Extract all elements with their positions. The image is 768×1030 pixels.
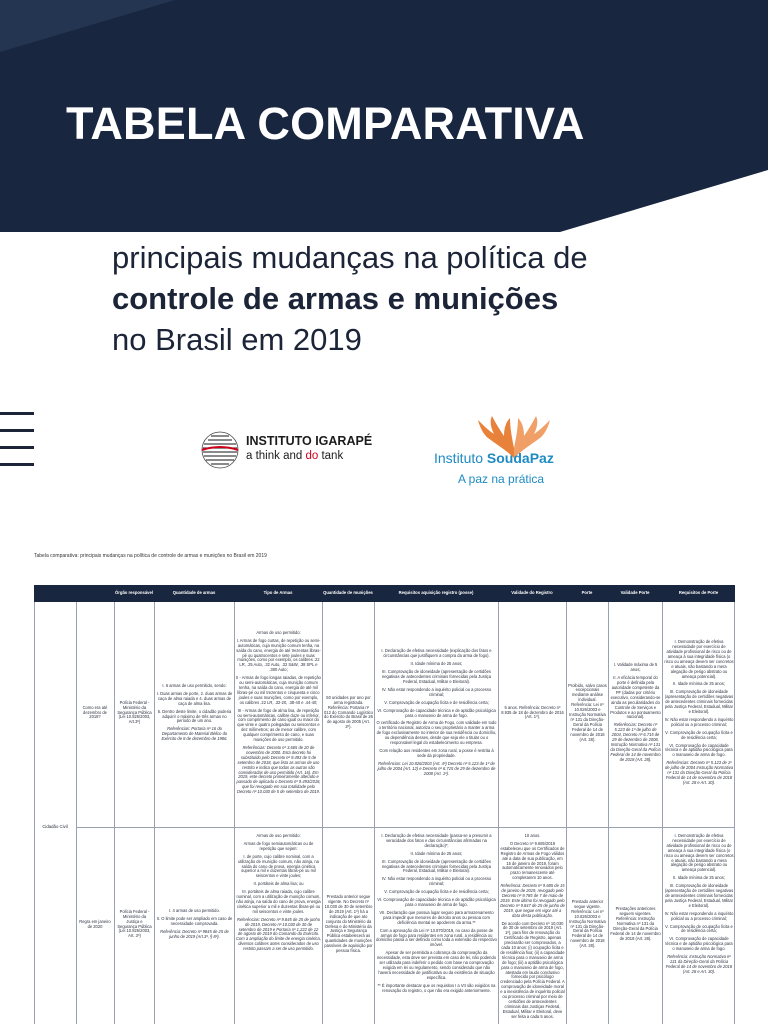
tipo-cell: Armas de uso permitido: Armas de fogo semiautomáticas ou de repetição que sejam: I. de porte, cujo calibre nominal, com a utilização de munição comum, não atinja, na saída do cano de prova, energia cinética superior a mil e duzentas libras-pé ou mil seiscentos e vinte joules; II. portáteis de alma lisa; ou III. portáteis de alma raiada, cujo calibre nominal, com a utilização de munição comum, não atinja, na saída do cano de prova, energia cinética superior a mil e duzentas libras-pé ou mil seiscentos e vinte joules. Referências: Decreto nº 9.845 de 25 de junho de 2019, Decreto nº 10.030 de 30 de setembro de 2019 e Portaria nº 1.222 de 12 de agosto de 2019 do Comando do Exército. Com a ampliação do limite de energia cinética, diversos calibres antes considerados de uso restrito passam a ser de uso permitido. [236, 833, 321, 952]
column-header: Quantidade de armas [172, 590, 216, 596]
subtitle-line-1: principais mudanças na política de [112, 240, 588, 275]
validade-registro-cell: 10 anos. O Decreto nº 9.685/2019 estabeleceu que os Certificados de Registro de Armas de Fogo válidos até a data de sua publicação, em 15 de janeiro de 2019, foram automaticamente renovados pelo prazo remanescente até completarem 10 anos. Referência: Decreto nº 9.685 de 15 de janeiro de 2019, revogado pelo Decreto nº 9.785 de 7 de maio de 2019. Este último foi revogado pelo Decreto nº 9.847 de 25 de junho de 2019, que segue em vigor até a data desta publicação. De acordo com Decreto nº 10.030 de 30 de setembro de 2019 (Art. 1º), para fins de renovação do Certificado de Registro, apenas precisarão ser comprovados, a cada 10 anos: (i) ocupação lícita e de residência fixa; (ii) a capacidade técnica para o manuseio de arma de fogo; (iii) a aptidão psicológica para o manuseio de arma de fogo, atestada em laudo conclusivo fornecido por psicólogo credenciado pela Polícia Federal. A comprovação de idoneidade moral e a inexistência de inquérito policial ou processo criminal por meio de certidões de antecedentes criminais das Justiças Federal, Estadual, Militar e Eleitoral, deve ser feita a cada 5 anos. [500, 833, 565, 1019]
column-header: Requisitos aquisição registro (posse) [398, 590, 474, 596]
orgao-cell: Polícia Federal - Ministério da Justiça e Segurança Pública (Lei 10.826/2003, Art. 3º) [117, 908, 152, 939]
column-header: Validade do Registro [511, 590, 553, 596]
cover-title: TABELA COMPARATIVA [66, 98, 585, 149]
requisitos-cell: I. Declaração de efetiva necessidade (explicação dos fatos e circunstâncias que justifiquem a compra da arma de fogo). II. Idade mínima de 25 anos; III. Comprovação de idoneidade (apresentação de certidões negativas de antecedentes criminais fornecidas pela Justiça Federal, Estadual, Militar e Eleitoral). IV. Não estar respondendo a inquérito policial ou a processo criminal; V. Comprovação de ocupação lícita e de residência certa; VI. Comprovação de capacidade técnica e de aptidão psicológica para o manuseio de arma de fogo. O certificado de Registro de Arma de Fogo, com validade em todo o território nacional, autoriza o seu proprietário a manter a arma de fogo exclusivamente no interior de sua residência ou domicílio, ou dependência desses, desde que seja ele o titular ou o responsável legal do estabelecimento ou empresa. Com relação aos residentes em zona rural, a posse é restrita à sede da propriedade. Referências: Lei 10.826/2003 (Art. 4º) Decreto nº 5.123 de 1º de julho de 2004 (Art. 12) e Decreto nº 6.715 de 29 de dezembro de 2008 (Art. 1º). [376, 648, 497, 776]
table-header [34, 585, 735, 602]
group-label: Cidadão Civil [42, 824, 68, 829]
municoes-cell: 50 unidades por ano por arma registrada. Referência: Portaria nº 012 do Comando Logístico do Exército do Brasil de 26 de agosto de 2005 (Art. 2º). [324, 694, 373, 730]
municoes-cell: Prestado anterior segue vigente. No Decreto nº 10.030 de 30 de setembro de 2019 (Art. 1º) há a indicação de que ato conjunto do Ministério da Defesa e do Ministério da Justiça e Segurança Pública estabelecerá as quantidades de munições passíveis de aquisição por pessoa física. [324, 894, 373, 954]
tipo-cell: Armas de uso permitido: I. Armas de fogo curtas, de repetição ou semi-automáticas, cuja munição comum tenha, na saída do cano, energia de até trezentas libras-pé ou quatrocentos e sete joules e suas munições, como por exemplo, os calibres .22 LR, .25 Auto, .32 Auto, .32 S&W, .38 SPL e .380 Auto; II - Armas de fogo longas raiadas, de repetição ou semi-automáticas, cuja munição comum tenha, na saída do cano, energia de até mil libras-pé ou mil trezentos e cinquenta e cinco joules e suas munições, como por exemplo, os calibres .22 LR, .32-20, .38-40 e .44-40; III - Armas de fogo de alma lisa, de repetição ou semi-automáticas, calibre doze ou inferior, com comprimento de cano igual ou maior do que vinte e quatro polegadas ou seiscentos e dez milímetros; as de menor calibre, com qualquer comprimento de cano, e suas munições de uso permitido. Referências: Decreto nº 3.665 de 20 de novembro de 2000. Esta decreto foi substituído pelo Decreto nº 9.493 de 5 de setembro de 2018, que lista as armas de uso restrito e indica que todas as outras são consideradas de uso permitido (Art. 16). Em 2019, este decreto primeiramente alterado e passado de aplicado o Decreto nº 9.493/2018, que foi revogado em sua totalidade pelo Decreto nº 10.030 de 5 de setembro de 2019. [236, 629, 321, 795]
orgao-cell: Polícia Federal - Ministério da Segurança Pública (Lei 10.826/2003, Art.3º) [117, 699, 152, 725]
column-header: Requisitos de Porte [678, 590, 719, 596]
table-body [34, 602, 735, 1024]
requisitos-porte-cell: I. Demonstração de efetiva necessidade por exercício de atividade profissional de risco ou de ameaça à sua integridade física (o risco ou ameaça devem ser concretos e atuais, não bastando a mera alegação de perigo abstrato ou ameaça potencial). II. Idade mínima de 25 anos; III. Comprovação de idoneidade (apresentação de certidões negativas de antecedentes criminais fornecidas pela Justiça Federal, Estadual, Militar e Eleitoral). IV. Não estar respondendo a inquérito policial ou a processo criminal; V. Comprovação de ocupação lícita e de residência certa; VI. Comprovação de capacidade técnica e de aptidão psicológica para o manuseio de arma de fogo. Referências: Decreto nº 5.123 de 1º de julho de 2004 Instrução Normativa nº 131 da Direção-Geral da Polícia Federal de 14 de novembro de 2018 (Art. 28 e Art. 30). [664, 639, 734, 785]
subtitle-line-3: no Brasil em 2019 [112, 322, 362, 357]
decorative-lines [0, 412, 34, 480]
soudapaz-logo [430, 414, 610, 494]
column-header: Validade Porte [620, 590, 650, 596]
table-row [76, 602, 735, 827]
table-caption: Tabela comparativa: principais mudanças na política de controle de armas e munições no Brasil em 2019 [34, 553, 267, 559]
column-header [34, 585, 76, 602]
quantidade-cell: I. 6 armas de uso permitido, sendo: I. Duas armas de porte, 2. duas armas de caça de alma raiada e 4. duas armas de caça de alma lisa. 5. Dentro deste limite, o cidadão poderia adquirir o máximo de três armas no período de um ano. Referências: Portaria nº 16 do Departamento de Material Bélico do Exército de 8 de dezembro de 1986. [156, 682, 233, 742]
igarape-tagline: a think and do tank [246, 450, 344, 462]
column-header [76, 585, 114, 602]
igarape-mark-icon [200, 430, 240, 470]
validade-porte-cell: I. Validade máxima de 5 anos; II. A eficácia temporal do porte é definida pela autoridade competente da PF (dadas por critério executivo, considerando-se ainda as peculiaridades do Controle de Serviços e Produtos e ao pontuamento nacional). Referências: Decreto nº 5.123 de 1º de julho de 2004, Decreto nº 6.715 de 29 de dezembro de 2008, Instrução Normativa nº 131 da Direção-Geral da Polícia Federal de 14 de novembro de 2018 (Art. 28). [610, 662, 661, 762]
column-header: Órgão responsável [115, 590, 153, 596]
column-header: Tipo de Armas [263, 590, 293, 596]
validade-registro-cell: 5 anos. Referência: Decreto nº 8.935 de 18 de dezembro de 2016 (Art. 1º). [501, 704, 564, 720]
grid-line [34, 602, 35, 1024]
porte-cell: Proibido, salvo casos excepcionais mediante análise individual. Referência: Lei nº 10.826/2003 e Instrução Normativa nº 131 da Direção-Geral da Polícia Federal de 14 de novembro de 2018 (Art. 28). [568, 682, 607, 742]
igarape-logo [200, 430, 400, 470]
period-cell: Regra em janeiro de 2020 [79, 918, 111, 929]
column-header: Quantidade de munições [323, 590, 373, 596]
requisitos-cell: I. Declaração de efetiva necessidade (passa-se a presumir a veracidade dos fatos e das circunstâncias afirmadas na declaração)*; II. Idade mínima de 25 anos; III. Comprovação de idoneidade (apresentação de certidões negativas de antecedentes criminais fornecidas pela Justiça Federal, Estadual, Militar e Eleitoral). IV. Não estar respondendo a inquérito policial ou a processo criminal; V. Comprovação de ocupação lícita e de residência certa; VI. Comprovação de capacidade técnica e de aptidão psicológica para o manuseio de arma de fogo. VII. Declaração que possua lugar seguro para armazenamento para impedir que menores de dezoito anos ou pessoa com deficiência mental se apoderem da arma.** Com a aprovação da Lei nº 13.870/2019, no caso da posse de armas de fogo para residentes em zona rural, a residência ou domicílio passa a ser definido como toda a extensão do respectivo imóvel. Apesar de ser permitida a cobrança da comprovação da necessidade, esta deve ser prevista em caso de lei, não podendo ser utilizada para indeferir o pedido com base na comprovação exigida em lei ou regulamento, sendo considerado que não haverá necessidade de justificativa ou da existência de situação específica. ** É importante destacar que os requisitos I a VII são exigidos na renovação do registro, o que não era exigido anteriormente. [376, 833, 497, 993]
soudapaz-tagline: A paz na prática [458, 472, 545, 486]
soudapaz-name: Instituto SoudaPaz [434, 450, 554, 466]
quantidade-cell: I. 4 armas de uso permitido. II. O limite pode ser ampliado em caso de necessidade comprovada. Referência: Decreto nº 9845 de 25 de junho de 2019 (Art.3º, § 8º). [156, 908, 233, 939]
porte-cell: Prestado anterior segue vigente. Referência: Lei nº 10.826/2003 e Instrução Normativa nº 131 da Direção-Geral da Polícia Federal de 14 de novembro de 2018 (Art. 28). [569, 898, 606, 949]
column-header: Porte [581, 590, 593, 596]
table-row [76, 828, 735, 1030]
subtitle-line-2: controle de armas e munições [112, 281, 559, 316]
requisitos-porte-cell: I. Demonstração de efetiva necessidade por exercício de atividade profissional de risco ou de ameaça à sua integridade física (o risco ou ameaça devem ser concretos e atuais, não bastando a mera alegação de perigo abstrato ou ameaça potencial). II. Idade mínima de 25 anos; III. Comprovação de idoneidade (apresentação de certidões negativas de antecedentes criminais fornecidas pela Justiça Federal, Estadual, Militar e Eleitoral). IV. Não estar respondendo a inquérito policial ou a processo criminal; V. Comprovação de ocupação lícita e de residência certa; VI. Comprovação de capacidade técnica e de aptidão psicológica para o manuseio de arma de fogo. Referência: Instrução Normativa nº 131 da Direção-Geral da Polícia Federal de 14 de novembro de 2018 (Art. 28 e Art. 30). [664, 833, 734, 974]
cover-subtitle [112, 237, 588, 360]
validade-porte-cell: Prestações anteriores seguem vigentes. Referência: Instrução Normativa nº 131 da Direção-Geral da Polícia Federal de 14 de novembro de 2018 (Art. 28). [610, 906, 661, 941]
period-cell: Como era até dezembro de 2018? [82, 704, 108, 720]
igarape-name: INSTITUTO IGARAPÉ [246, 434, 373, 448]
